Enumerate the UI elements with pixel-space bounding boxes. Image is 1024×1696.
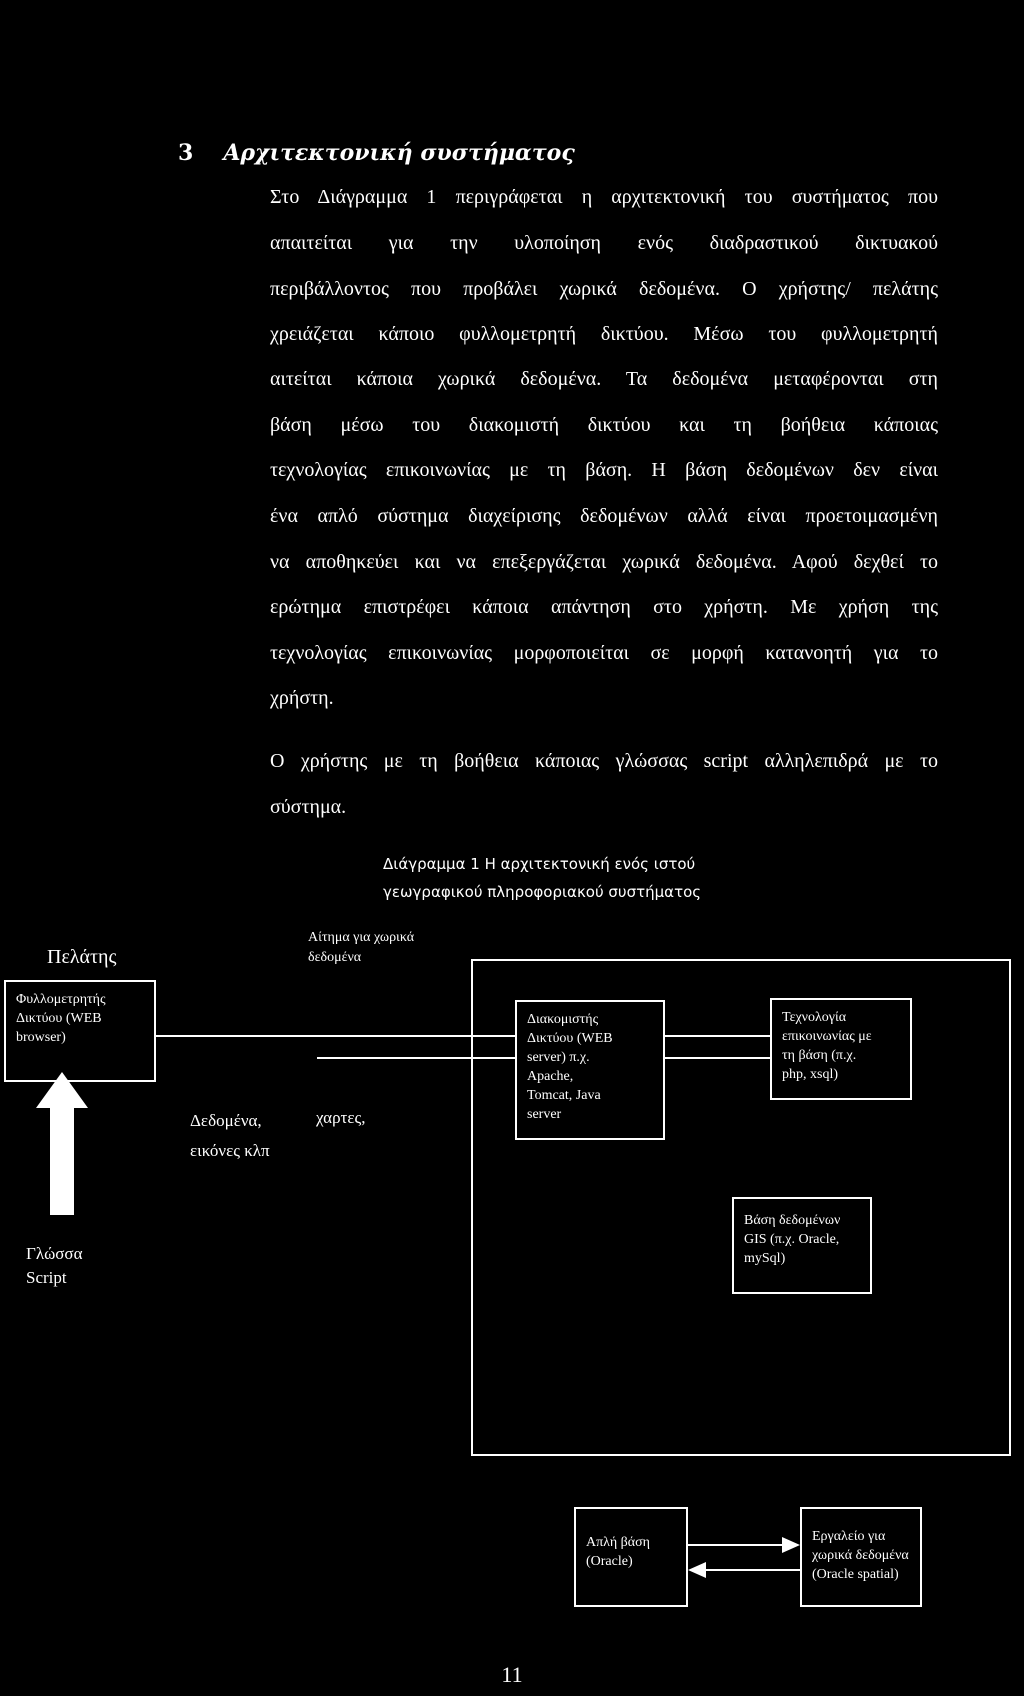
request-label-line: Αίτημα για χωρικά <box>308 930 415 945</box>
box-line: GIS (π.χ. Oracle, <box>744 1232 840 1247</box>
data-label-line: Δεδομένα, <box>190 1111 262 1130</box>
box-line: Εργαλείο για <box>812 1529 886 1544</box>
box-line: χωρικά δεδομένα <box>812 1548 909 1563</box>
caption-line: γεωγραφικού πληροφοριακού συστήματος <box>383 883 702 901</box>
paragraph-line: απαιτείται για την υλοποίηση ενός διαδραστικού δικτυακού <box>270 232 938 254</box>
paragraph-line: τεχνολογίας επικοινωνίας μορφοποιείται σε μορφή κατανοητή για το <box>270 642 938 664</box>
box-line: Τεχνολογία <box>782 1010 847 1025</box>
script-label-line: Γλώσσα <box>26 1244 83 1263</box>
request-label-line: δεδομένα <box>308 950 362 965</box>
paragraph-line: βάση μέσω του διακομιστή δικτύου και τη βοήθεια κάποιας <box>270 414 938 436</box>
browser-box <box>4 980 156 1082</box>
request-label <box>308 928 414 968</box>
web-server-box <box>515 1000 665 1140</box>
paragraph-line: Ο χρήστης με τη βοήθεια κάποιας γλώσσας script αλληλεπιδρά με το <box>270 750 938 772</box>
box-line: mySql) <box>744 1251 786 1266</box>
paragraph-line: χρειάζεται κάποιο φυλλομετρητή δικτύου. Μέσω του φυλλομετρητή <box>270 323 938 345</box>
box-line: Apache, <box>527 1069 574 1084</box>
comm-tech-box <box>770 998 912 1100</box>
data-label-line: εικόνες κλπ <box>190 1141 270 1160</box>
paragraph-line: περιβάλλοντος που προβάλει χωρικά δεδομένα. Ο χρήστης/ πελάτης <box>270 278 938 300</box>
gis-db-box <box>732 1197 872 1294</box>
box-line: Δικτύου (WEB <box>16 1011 102 1026</box>
script-label <box>26 1242 83 1290</box>
paragraph-line: αιτείται κάποια χωρικά δεδομένα. Τα δεδομένα μεταφέρονται στη <box>270 368 938 390</box>
maps-label: χαρτες, <box>316 1108 366 1127</box>
box-line: Φυλλομετρητής <box>16 992 106 1007</box>
paragraph-line: χρήστη. <box>270 687 334 709</box>
paragraph-line: Στο Διάγραμμα 1 περιγράφεται η αρχιτεκτονική του συστήματος που <box>270 186 938 208</box>
box-line: τη βάση (π.χ. <box>782 1048 857 1063</box>
box-line: Απλή βάση <box>586 1535 650 1550</box>
box-line: server <box>527 1107 562 1122</box>
box-line: browser) <box>16 1030 66 1045</box>
paragraph-line: να αποθηκεύει και να επεξεργάζεται χωρικά δεδομένα. Αφού δεχθεί το <box>270 551 938 573</box>
box-line: Δικτύου (WEB <box>527 1031 613 1046</box>
section-number: 3 <box>178 140 194 166</box>
data-label <box>190 1106 270 1166</box>
right-arrow-icon <box>782 1537 800 1553</box>
paragraph-line: τεχνολογίας επικοινωνίας με τη βάση. Η βάση δεδομένων δεν είναι <box>270 459 938 481</box>
box-line: php, xsql) <box>782 1067 838 1082</box>
caption-line: Διάγραμμα 1 Η αρχιτεκτονική ενός ιστού <box>383 855 696 873</box>
simple-db-box <box>574 1507 688 1607</box>
spatial-tool-box <box>800 1507 922 1607</box>
section-title: Αρχιτεκτονική συστήματος <box>223 140 575 166</box>
script-label-line: Script <box>26 1268 67 1287</box>
box-line: server) π.χ. <box>527 1050 590 1065</box>
box-line: επικοινωνίας με <box>782 1029 872 1044</box>
paragraph-line: ερώτημα επιστρέφει κάποια απάντηση στο χρήστη. Με χρήση της <box>270 596 938 618</box>
client-label: Πελάτης <box>47 946 117 968</box>
page-number: 11 <box>501 1662 523 1687</box>
box-line: (Oracle) <box>586 1554 633 1569</box>
box-line: Διακομιστής <box>527 1012 599 1027</box>
box-line: Βάση δεδομένων <box>744 1213 841 1228</box>
paragraph-line: ένα απλό σύστημα διαχείρισης δεδομένων αλλά είναι προετοιμασμένη <box>270 505 938 527</box>
box-line: (Oracle spatial) <box>812 1567 899 1582</box>
left-arrow-icon <box>688 1562 706 1578</box>
box-line: Tomcat, Java <box>527 1088 601 1103</box>
paragraph-line: σύστημα. <box>270 796 347 818</box>
